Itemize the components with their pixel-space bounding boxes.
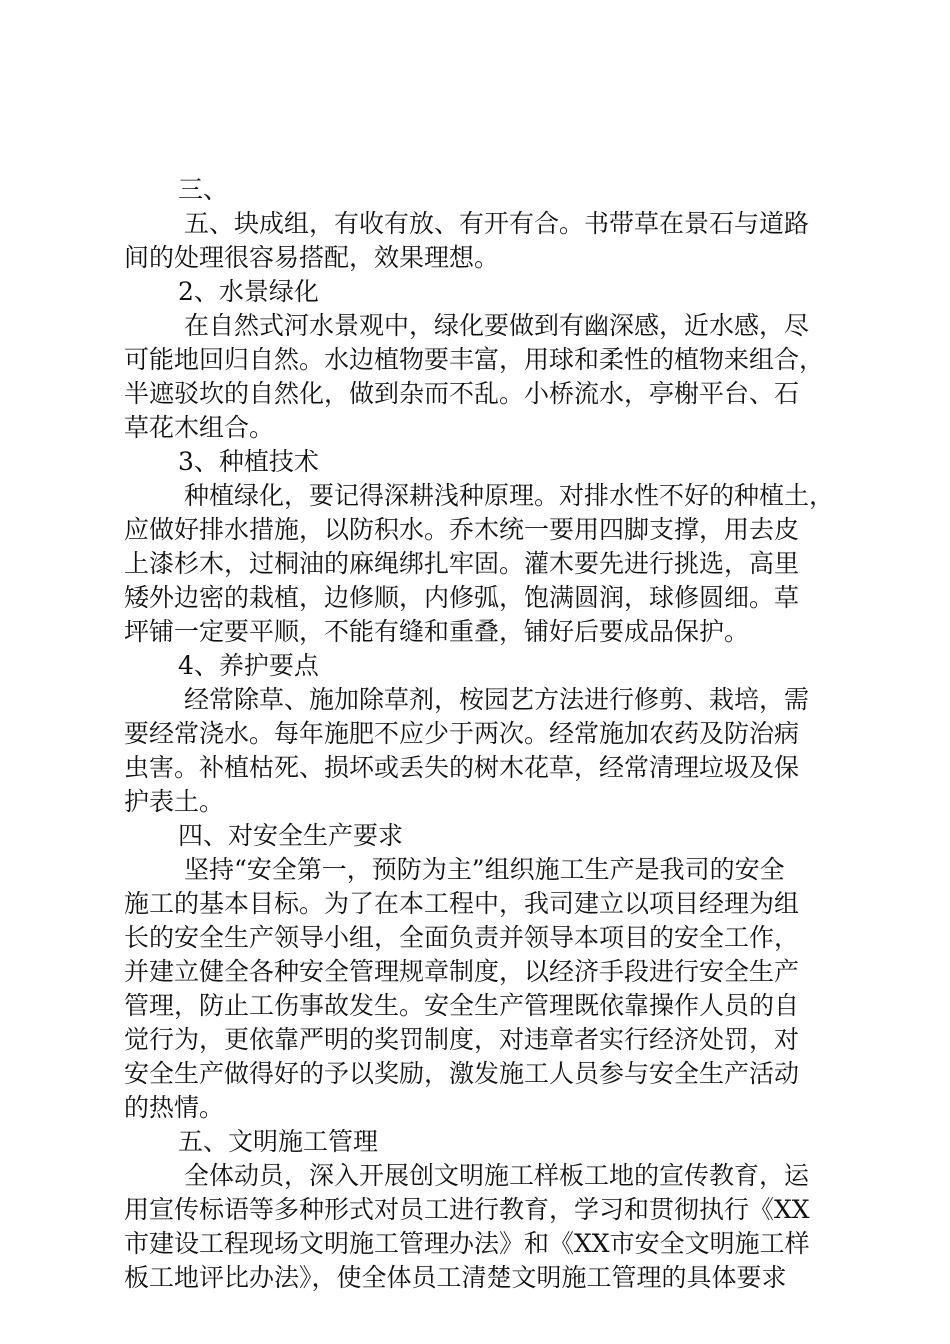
text-line: 草花木组合。 (124, 413, 275, 442)
text-line: 4、养护要点 (178, 651, 319, 680)
text-line: 三、 (178, 175, 229, 204)
text-line: 种植绿化，要记得深耕浅种原理。对排水性不好的种植土， (184, 481, 835, 510)
text-line: 半遮驳坎的自然化，做到杂而不乱。小桥流水，亭榭平台、石 (124, 379, 800, 408)
text-line: 坚持“安全第一，预防为主”组织施工生产是我司的安全 (184, 855, 785, 884)
text-line: 五、文明施工管理 (178, 1127, 379, 1156)
text-line: 3、种植技术 (178, 447, 319, 476)
text-line: 板工地评比办法》，使全体员工清楚文明施工管理的具体要求 (124, 1263, 787, 1292)
text-line: 并建立健全各种安全管理规章制度，以经济手段进行安全生产 (124, 957, 800, 986)
text-line: 可能地回归自然。水边植物要丰富，用球和柔性的植物来组合， (124, 345, 825, 374)
text-line: 觉行为，更依靠严明的奖罚制度，对违章者实行经济处罚，对 (124, 1025, 800, 1054)
text-line: 矮外边密的栽植，边修顺，内修弧，饱满圆润，球修圆细。草 (124, 583, 800, 612)
text-line: 安全生产做得好的予以奖励，激发施工人员参与安全生产活动 (124, 1059, 800, 1088)
text-line: 上漆杉木，过桐油的麻绳绑扎牢固。灌木要先进行挑选，高里 (124, 549, 800, 578)
text-line: 护表土。 (124, 787, 225, 816)
text-line: 管理，防止工伤事故发生。安全生产管理既依靠操作人员的自 (124, 991, 800, 1020)
text-line: 要经常浇水。每年施肥不应少于两次。经常施加农药及防治病 (124, 719, 800, 748)
text-line: 的热情。 (124, 1093, 225, 1122)
text-line: 间的处理很容易搭配，效果理想。 (124, 243, 500, 272)
text-line: 全体动员，深入开展创文明施工样板工地的宣传教育，运 (184, 1161, 810, 1190)
text-line: 施工的基本目标。为了在本工程中，我司建立以项目经理为组 (124, 889, 800, 918)
text-line: 四、对安全生产要求 (178, 821, 404, 850)
text-line: 五、块成组，有收有放、有开有合。书带草在景石与道路 (184, 209, 810, 238)
text-line: 用宣传标语等多种形式对员工进行教育，学习和贯彻执行《XX (124, 1195, 810, 1224)
text-line: 2、水景绿化 (178, 277, 319, 306)
text-line: 坪铺一定要平顺，不能有缝和重叠，铺好后要成品保护。 (124, 617, 750, 646)
text-line: 在自然式河水景观中，绿化要做到有幽深感，近水感，尽 (184, 311, 810, 340)
text-line: 虫害。补植枯死、损坏或丢失的树木花草，经常清理垃圾及保 (124, 753, 800, 782)
text-line: 长的安全生产领导小组，全面负责并领导本项目的安全工作， (124, 923, 800, 952)
text-line: 经常除草、施加除草剂，桉园艺方法进行修剪、栽培，需 (184, 685, 810, 714)
text-line: 应做好排水措施，以防积水。乔木统一要用四脚支撑，用去皮 (124, 515, 800, 544)
text-line: 市建设工程现场文明施工管理办法》和《XX市安全文明施工样 (124, 1229, 810, 1258)
